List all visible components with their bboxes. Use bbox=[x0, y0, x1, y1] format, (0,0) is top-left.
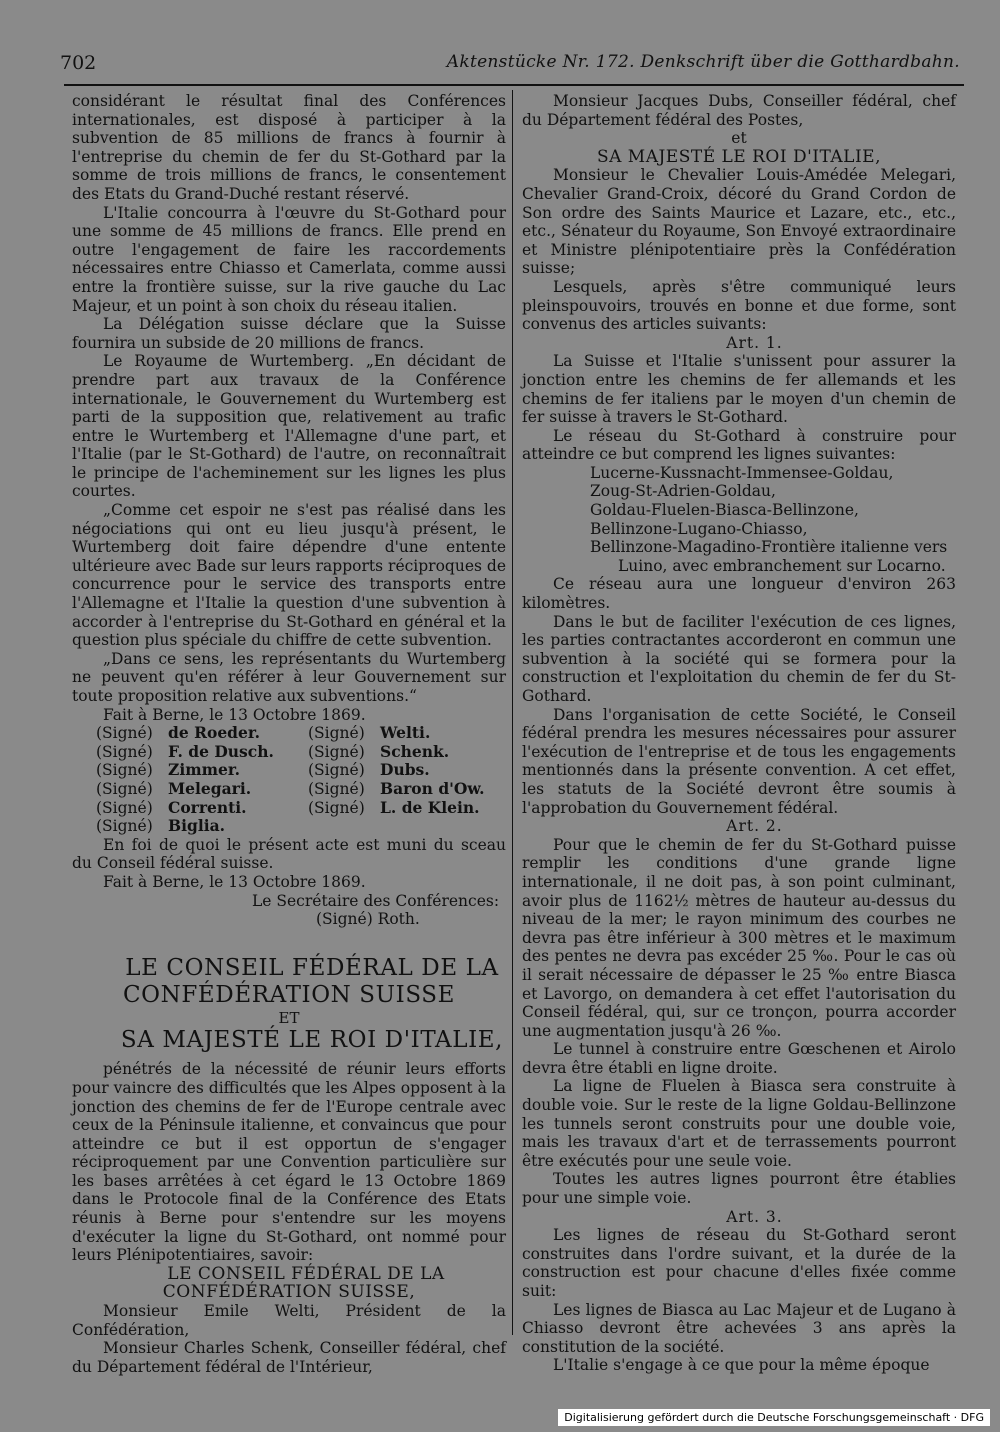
paragraph: Toutes les autres lignes pourront être établies pour une simple voie. bbox=[522, 1170, 956, 1208]
list-item: Bellinzone-Lugano-Chiasso, bbox=[590, 519, 808, 538]
sig-cell: (Signé) bbox=[96, 798, 153, 817]
article-heading: Art. 1. bbox=[726, 333, 783, 352]
sig-cell bbox=[308, 817, 380, 836]
paragraph: Ce réseau aura une longueur d'environ 263 kilomètres. bbox=[522, 575, 956, 613]
sig-cell: (Signé) bbox=[308, 779, 365, 798]
article-heading: Art. 2. bbox=[726, 817, 783, 836]
header-rule bbox=[64, 84, 964, 86]
left-column bbox=[72, 92, 506, 1376]
date-line: Fait à Berne, le 13 Octobre 1869. bbox=[103, 872, 366, 891]
paragraph: Le tunnel à construire entre Gœschenen et Airolo devra être établi en ligne droite. bbox=[522, 1040, 956, 1077]
list-item: Bellinzone-Magadino-Frontière italienne vers bbox=[590, 538, 948, 557]
article-heading: Art. 3. bbox=[726, 1207, 783, 1226]
party-heading: SA MAJESTÉ LE ROI D'ITALIE, bbox=[596, 146, 881, 167]
paragraph: Lesquels, après s'être communiqué leurs pleinspouvoirs, trouvés en bonne et due forme, sont convenus des articles suivants: bbox=[522, 277, 956, 334]
party-heading: LE CONSEIL FÉDÉRAL DE LA CONFÉDÉRATION SUISSE, bbox=[162, 1263, 445, 1303]
sig-cell: (Signé) bbox=[308, 724, 365, 743]
paragraph: Dans le but de faciliter l'exécution de ces lignes, les parties contractantes accorderont en commun une subvention à la société qui se formera pour la construction et l'exploitation du chemin de fer du St-Gothard. bbox=[522, 612, 956, 705]
running-title: Aktenstücke Nr. 172. Denkschrift über die Gotthardbahn. bbox=[446, 52, 960, 72]
paragraph: Monsieur Charles Schenk, Conseiller fédéral, chef du Département fédéral de l'Intérieur, bbox=[72, 1339, 506, 1376]
sig-cell: Biglia. bbox=[168, 816, 226, 836]
section-heading: SA MAJESTÉ LE ROI D'ITALIE, bbox=[120, 1027, 504, 1054]
paragraph: Monsieur Emile Welti, Président de la Confédération, bbox=[72, 1302, 506, 1339]
signature-table bbox=[96, 724, 506, 836]
sig-cell bbox=[380, 817, 520, 836]
sig-cell: de Roeder. bbox=[168, 723, 261, 743]
paragraph: Monsieur le Chevalier Louis-Amédée Melegari, Chevalier Grand-Croix, décoré du Grand Cordon de Son ordre des Saints Maurice et Lazare, etc., etc., etc., Sénateur du Royaume, Son Envoyé extraordinaire et Ministre plénipotentiaire près la Confédération suisse; bbox=[522, 166, 956, 278]
paragraph: Monsieur Jacques Dubs, Conseiller fédéral, chef du Département fédéral des Postes, bbox=[522, 92, 956, 129]
paragraph: pénétrés de la nécessité de réunir leurs efforts pour vaincre des difficultés que les Alpes opposent à la jonction des chemins de fer de l'Europe centrale avec ceux de la Péninsule italienne, et convaincus que pour atteindre ce but il est opportun de s'engager réciproquement par une Convention particulière sur les bases arrêtées à cet égard le 13 Octobre 1869 dans le Protocole final de la Conférence des Etats réunis à Berne pour s'entendre sur les moyens d'exécuter la ligne du St-Gothard, ont nommé pour leurs Plénipotentiaires, savoir: bbox=[72, 1060, 506, 1265]
sig-cell: Dubs. bbox=[380, 760, 430, 780]
sig-cell: Zimmer. bbox=[168, 760, 241, 780]
sig-cell: Correnti. bbox=[168, 797, 247, 817]
sig-cell: L. de Klein. bbox=[380, 797, 480, 817]
sig-cell: (Signé) bbox=[308, 761, 365, 780]
date-line: Fait à Berne, le 13 Octobre 1869. bbox=[103, 705, 366, 724]
secretary-line: Le Secrétaire des Conférences: bbox=[252, 891, 500, 910]
sig-cell: Melegari. bbox=[168, 778, 252, 798]
page-header bbox=[60, 48, 960, 78]
paragraph: En foi de quoi le présent acte est muni du sceau du Conseil fédéral suisse. bbox=[72, 835, 506, 873]
paragraph: considérant le résultat final des Conférences internationales, est disposé à participer à la subvention de 85 millions de francs à fournir à l'entreprise du chemin de fer du St-Gothard par la somme de trois millions de francs, le consentement des Etats du Grand-Duché restant réservé. bbox=[72, 92, 506, 203]
paragraph: Le réseau du St-Gothard à construire pour atteindre ce but comprend les lignes suivantes: bbox=[522, 426, 956, 464]
secretary-signature: (Signé) Roth. bbox=[316, 910, 420, 929]
page-number: 702 bbox=[60, 52, 97, 74]
sig-cell: (Signé) bbox=[96, 817, 153, 836]
sig-cell: Schenk. bbox=[380, 741, 450, 761]
paragraph: „Dans ce sens, les représentants du Wurtemberg ne peuvent qu'en référer à leur Gouvernement sur toute proposition relative aux subventions.“ bbox=[72, 649, 506, 705]
right-column bbox=[522, 92, 956, 1375]
sig-cell: Welti. bbox=[380, 723, 431, 743]
paragraph: L'Italie s'engage à ce que pour la même époque bbox=[553, 1356, 930, 1375]
paragraph: La ligne de Fluelen à Biasca sera construite à double voie. Sur le reste de la ligne Goldau-Bellinzone les tunnels seront construits pour une double voie, mais les travaux d'art et de terrassements pourront être exécutés pour une seule voie. bbox=[522, 1077, 956, 1170]
sig-cell: F. de Dusch. bbox=[168, 741, 274, 761]
paragraph: „Comme cet espoir ne s'est pas réalisé dans les négociations qui ont eu lieu jusqu'à présent, le Wurtemberg doit faire dépendre d'une entente ultérieure avec Bade sur leurs rapports réciproques de concurrence pour le service des transports entre l'Allemagne et l'Italie la question d'une subvention à accorder à l'entreprise du St-Gothard en général et la question plus spéciale du chiffre de cette subvention. bbox=[72, 501, 506, 650]
line-list bbox=[522, 464, 956, 576]
paragraph: Les lignes de réseau du St-Gothard seront construites dans l'ordre suivant, et la durée de la construction est pour chacune d'elles fixée comme suit: bbox=[522, 1226, 956, 1300]
paragraph: La Délégation suisse déclare que la Suisse fournira un subside de 20 millions de francs. bbox=[72, 315, 506, 352]
conjunction: et bbox=[731, 129, 747, 148]
paragraph: La Suisse et l'Italie s'unissent pour assurer la jonction entre les chemins de fer allemands et les chemins de fer italiens par le moyen d'un chemin de fer suisse à travers le St-Gothard. bbox=[522, 352, 956, 427]
list-item: Zoug-St-Adrien-Goldau, bbox=[590, 482, 776, 501]
sig-cell: (Signé) bbox=[308, 798, 365, 817]
sig-cell: (Signé) bbox=[96, 724, 153, 743]
column-divider bbox=[512, 90, 513, 1335]
paragraph: L'Italie concourra à l'œuvre du St-Gothard pour une somme de 45 millions de francs. Elle prend en outre l'engagement de faire les raccordements nécessaires entre Chiasso et Camerlata, comme aussi entre la frontière suisse, sur la rive gauche du Lac Majeur, et un point à son choix du réseau italien. bbox=[72, 203, 506, 315]
sig-cell: (Signé) bbox=[308, 742, 365, 761]
sig-cell: (Signé) bbox=[96, 779, 153, 798]
sig-cell: (Signé) bbox=[96, 742, 153, 761]
list-item: Lucerne-Kussnacht-Immensee-Goldau, bbox=[590, 463, 894, 482]
list-item: Luino, avec embranchement sur Locarno. bbox=[618, 556, 946, 575]
heading-conjunction: ET bbox=[278, 1008, 300, 1027]
paragraph: Les lignes de Biasca au Lac Majeur et de Lugano à Chiasso devront être achevées 3 ans après la constitution de la société. bbox=[522, 1300, 956, 1356]
paragraph: Le Royaume de Wurtemberg. „En décidant de prendre part aux travaux de la Conférence internationale, le Gouvernement du Wurtemberg est parti de la supposition que, relativement au trafic entre le Wurtemberg et l'Allemagne d'une part, et l'Italie (par le St-Gothard) de l'autre, on reconnaîtrait le principe de l'acheminement sur les lignes les plus courtes. bbox=[72, 352, 506, 501]
digitization-credit: Digitalisierung gefördert durch die Deutsche Forschungsgemeinschaft · DFG bbox=[558, 1409, 990, 1426]
sig-cell: Baron d'Ow. bbox=[380, 778, 485, 798]
paragraph: Dans l'organisation de cette Société, le Conseil fédéral prendra les mesures nécessaires pour assurer l'exécution de l'entreprise et de tous les engagements mentionnés dans la présente convention. A cet effet, les statuts de la Société devront être soumis à l'approbation du Gouvernement fédéral. bbox=[522, 705, 956, 817]
list-item: Goldau-Fluelen-Biasca-Bellinzone, bbox=[590, 501, 859, 520]
sig-cell: (Signé) bbox=[96, 761, 153, 780]
section-heading: LE CONSEIL FÉDÉRAL DE LA CONFÉDÉRATION SUISSE bbox=[122, 954, 499, 1008]
paragraph: Pour que le chemin de fer du St-Gothard puisse remplir les conditions d'une grande ligne internationale, il ne doit pas, à son point culminant, avoir plus de 1162½ mètres de hauteur au-dessus du niveau de la mer; le rayon minimum des courbes ne devra pas être inférieur à 300 mètres et le maximum des pentes ne devra pas excéder 25 ‰. Pour le cas où il serait nécessaire de dépasser le 25 ‰ entre Biasca et Lavorgo, on demandera à cet effet l'autorisation du Conseil fédéral, qui, sur ce tronçon, pourra accorder une augmentation jusqu'à 26 ‰. bbox=[522, 835, 956, 1040]
